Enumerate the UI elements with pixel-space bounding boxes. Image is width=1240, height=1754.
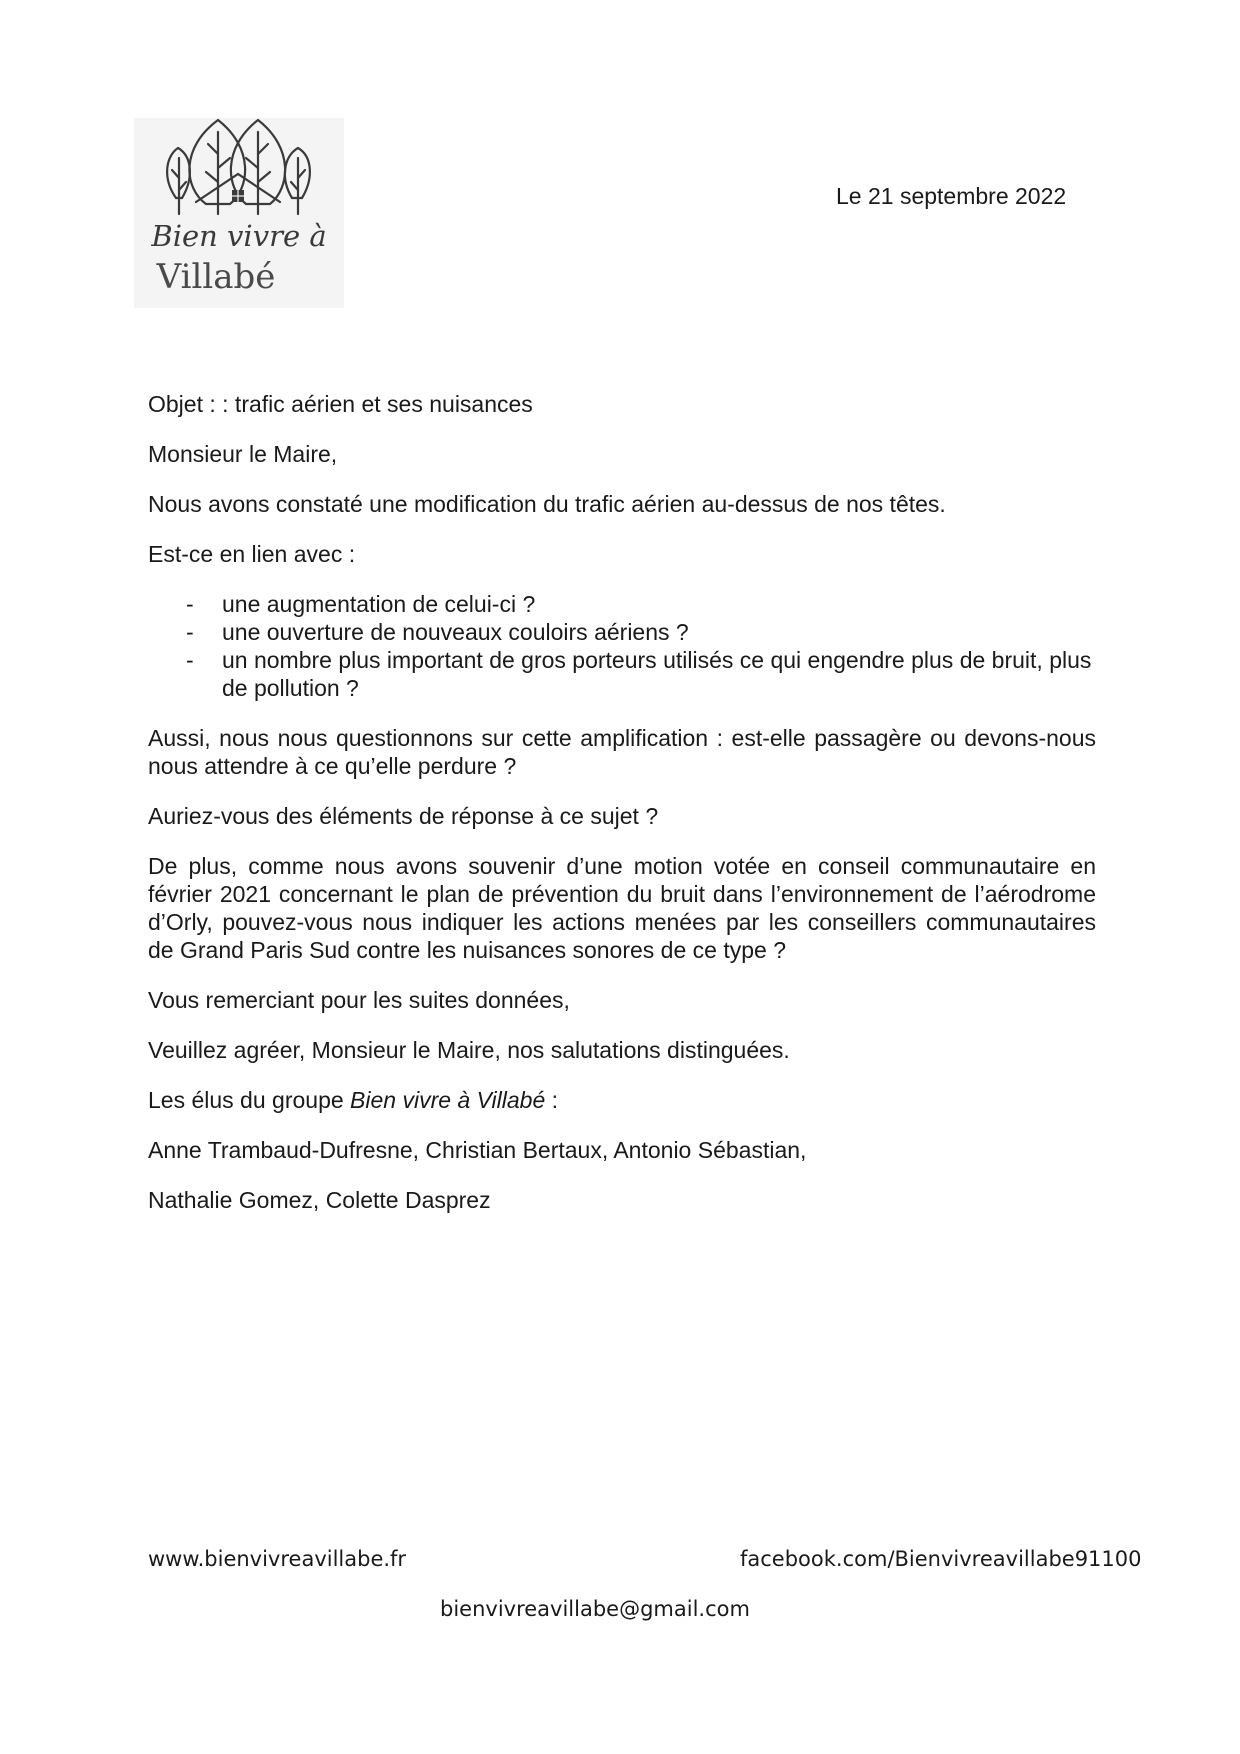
- footer-website-link[interactable]: www.bienvivreavillabe.fr: [148, 1547, 407, 1571]
- question-list: [148, 590, 1096, 702]
- logo-line2: Villabé: [156, 257, 276, 297]
- paragraph-intro: Nous avons constaté une modification du trafic aérien au-dessus de nos têtes.: [148, 491, 946, 517]
- question-lead: Est-ce en lien avec :: [148, 541, 356, 567]
- object-line: Objet : : trafic aérien et ses nuisances: [148, 391, 533, 417]
- signature-intro-suffix: :: [545, 1087, 559, 1113]
- letter-body: [148, 390, 1096, 1236]
- footer-facebook-link[interactable]: facebook.com/Bienvivreavillabe91100: [740, 1547, 1142, 1571]
- paragraph-thanks: Vous remerciant pour les suites données,: [148, 987, 570, 1013]
- trees-house-illustration: [134, 118, 344, 308]
- signature-group: Bien vivre à Villabé: [350, 1087, 546, 1113]
- footer-email-link[interactable]: bienvivreavillabe@gmail.com: [440, 1597, 750, 1621]
- logo: [134, 118, 344, 308]
- list-item: - une ouverture de nouveaux couloirs aériens ?: [148, 618, 1096, 646]
- salutation: Monsieur le Maire,: [148, 441, 338, 467]
- list-item: - un nombre plus important de gros porteurs utilisés ce qui engendre plus de bruit, plus de pollution ?: [148, 646, 1096, 702]
- closing: Veuillez agréer, Monsieur le Maire, nos salutations distinguées.: [148, 1037, 790, 1063]
- logo-line1: Bien vivre à: [151, 219, 327, 253]
- signature-intro: [148, 1086, 1096, 1114]
- signature-intro-prefix: Les élus du groupe: [148, 1087, 351, 1113]
- list-item: - une augmentation de celui-ci ?: [148, 590, 1096, 618]
- paragraph-elements: Auriez-vous des éléments de réponse à ce sujet ?: [148, 803, 659, 829]
- paragraph-motion: De plus, comme nous avons souvenir d’une motion votée en conseil communautaire en février 2021 concernant le plan de prévention du bruit dans l’environnement de l’aérodrome d’Orly, pouvez-vous nous indiquer les actions menées par les conseillers communautaires de Grand Paris Sud contre les nuisances sonores de ce type ?: [148, 853, 1096, 963]
- paragraph-amplification: Aussi, nous nous questionnons sur cette amplification : est-elle passagère ou devons-nous nous attendre à ce qu’elle perdure ?: [148, 725, 1096, 779]
- signers-line2: Nathalie Gomez, Colette Dasprez: [148, 1187, 491, 1213]
- letter-date: Le 21 septembre 2022: [836, 183, 1067, 209]
- signers-line1: Anne Trambaud-Dufresne, Christian Bertaux, Antonio Sébastian,: [148, 1137, 807, 1163]
